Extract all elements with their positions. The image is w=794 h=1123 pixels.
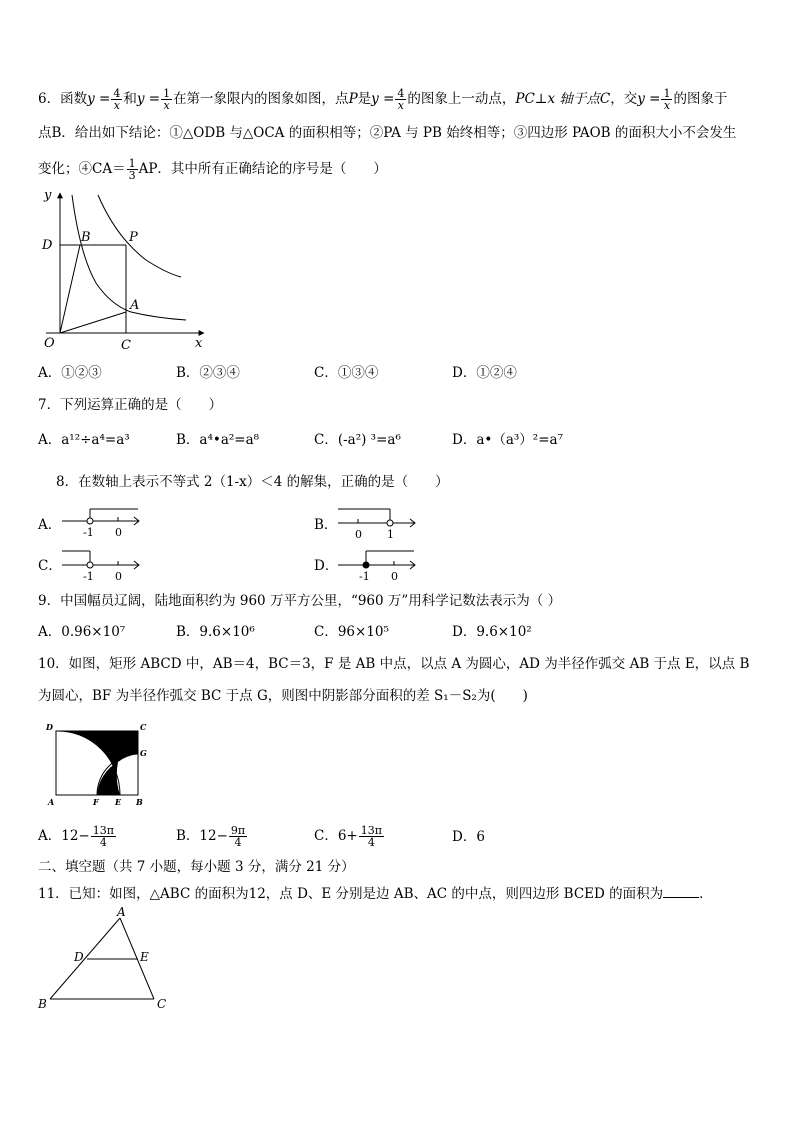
fraction xyxy=(359,825,384,848)
q6-text: 的图象于 xyxy=(673,91,728,107)
tick-label: -1 xyxy=(83,526,94,539)
q7-option-b[interactable]: B．a⁴•a²=a⁸ xyxy=(176,432,260,448)
q6-text: 函数 xyxy=(60,91,88,107)
fraction xyxy=(127,158,138,181)
tick-label: 0 xyxy=(391,570,398,583)
q6-hyperbola-figure xyxy=(36,185,211,355)
fig-label-c: C xyxy=(121,338,131,353)
q8-stem: 8．在数轴上表示不等式 2（1-x）＜4 的解集，正确的是（ ） xyxy=(56,474,449,490)
q6-var: C xyxy=(599,91,611,107)
q10-line2: 为圆心，BF 为半径作弧交 BC 于点 G，则图中阴影部分面积的差 S₁－S₂为( ) xyxy=(38,688,528,704)
q7-option-c[interactable]: C．(-a²) ³=a⁶ xyxy=(314,432,401,448)
fraction-den: x xyxy=(397,99,404,112)
tick-label: 0 xyxy=(115,570,122,583)
fraction-num: 4 xyxy=(113,87,121,100)
tick-label: -1 xyxy=(359,570,370,583)
tick-label: 0 xyxy=(355,528,362,541)
fraction-num: 1 xyxy=(128,157,136,170)
fraction-den: 4 xyxy=(234,836,242,849)
fraction-den: x xyxy=(113,99,120,112)
fig-label-y: y xyxy=(44,188,52,203)
q11-text: 11．已知：如图，△ABC 的面积为12，点 D、E 分别是边 AB、AC 的中点，则四边形 BCED 的面积为 xyxy=(38,886,664,902)
q6-option-d[interactable]: D．①②④ xyxy=(452,365,517,381)
q9-option-d[interactable]: D．9.6×10² xyxy=(452,624,532,640)
fraction xyxy=(229,825,247,848)
q10-option-a[interactable] xyxy=(38,825,117,848)
fraction-den: 4 xyxy=(99,836,107,849)
fig-label-d: D xyxy=(74,950,84,964)
q11-triangle-figure xyxy=(34,905,179,1015)
q10-rectangle-figure xyxy=(42,720,157,810)
q6-var: P xyxy=(348,91,358,107)
tick-label: -1 xyxy=(83,570,94,583)
q8-numberline-b[interactable] xyxy=(336,505,418,541)
q9-option-a[interactable]: A．0.96×10⁷ xyxy=(38,624,126,640)
fraction-num: 1 xyxy=(663,87,671,100)
fraction-den: 4 xyxy=(367,836,375,849)
q6-text: PC⊥x 轴于点 xyxy=(515,91,600,107)
fraction xyxy=(395,88,406,111)
fraction-den: x xyxy=(163,99,170,112)
q8-numberline-d[interactable] xyxy=(336,547,418,583)
option-prefix: C．6+ xyxy=(314,828,358,844)
q11-stem xyxy=(38,885,713,903)
q9-option-b[interactable]: B．9.6×10⁶ xyxy=(176,624,255,640)
fig-label-a: A xyxy=(48,797,55,807)
fig-label-x: x xyxy=(195,336,203,351)
q9-option-c[interactable]: C．96×10⁵ xyxy=(314,624,389,640)
fig-label-p: P xyxy=(129,230,138,245)
fig-label-b: B xyxy=(136,797,143,807)
fraction-num: 9π xyxy=(230,824,246,837)
fraction-num: 13π xyxy=(92,824,114,837)
q6-text: 和 xyxy=(123,91,137,107)
fig-label-f: F xyxy=(93,797,99,807)
q8-label-a: A． xyxy=(38,517,62,533)
q6-text: 是 xyxy=(357,91,372,107)
q10-option-d[interactable]: D．6 xyxy=(452,829,485,845)
fraction xyxy=(91,825,116,848)
q9-stem: 9．中国幅员辽阔，陆地面积约为 960 万平方公里，“960 万”用科学记数法表示为（ ） xyxy=(38,593,562,609)
fraction-num: 4 xyxy=(397,87,405,100)
fig-label-o: O xyxy=(44,336,55,351)
q10-option-b[interactable] xyxy=(176,825,248,848)
fraction xyxy=(661,88,672,111)
q8-numberline-a[interactable] xyxy=(60,505,142,539)
q7-option-d[interactable]: D．a•（a³）²=a⁷ xyxy=(452,432,563,448)
fraction-den: 3 xyxy=(128,169,136,182)
q6-text: AP．其中所有正确结论的序号是（ ） xyxy=(138,161,387,177)
fig-label-b: B xyxy=(81,230,91,245)
q11-text: ． xyxy=(699,886,713,902)
q8-label-d: D． xyxy=(314,558,339,574)
fraction-num: 1 xyxy=(163,87,171,100)
q6-option-b[interactable]: B．②③④ xyxy=(176,365,240,381)
q7-stem: 7．下列运算正确的是（ ） xyxy=(38,397,223,413)
q6-line2: 点B．给出如下结论：①△ODB 与△OCA 的面积相等；②PA 与 PB 始终相等；③四边形 PAOB 的面积大小不会发生 xyxy=(38,125,737,141)
q10-option-c[interactable] xyxy=(314,825,385,848)
fig-label-d: D xyxy=(42,238,53,253)
fig-label-e: E xyxy=(140,950,149,964)
q6-text: ，交 xyxy=(610,91,638,107)
q6-eq: y = xyxy=(371,91,395,107)
q6-option-c[interactable]: C．①③④ xyxy=(314,365,379,381)
fig-label-g: G xyxy=(140,748,147,758)
q6-text: 在第一象限内的图象如图，点 xyxy=(173,91,349,107)
fig-label-e: E xyxy=(115,797,122,807)
q6-line3 xyxy=(38,158,387,181)
fig-label-a: A xyxy=(130,298,140,313)
section-title: 二、填空题（共 7 小题，每小题 3 分，满分 21 分） xyxy=(38,859,355,875)
q6-text: 变化；④CA＝ xyxy=(38,161,126,177)
tick-label: 0 xyxy=(115,526,122,539)
q6-eq: y = xyxy=(136,91,161,107)
answer-blank[interactable] xyxy=(663,885,699,898)
q6-eq: y = xyxy=(87,91,111,107)
tick-label: 1 xyxy=(387,528,394,541)
q7-option-a[interactable]: A．a¹²÷a⁴=a³ xyxy=(38,432,130,448)
q6-option-a[interactable]: A．①②③ xyxy=(38,365,102,381)
q8-label-c: C． xyxy=(38,558,62,574)
fig-label-b: B xyxy=(38,997,47,1011)
fraction xyxy=(161,88,172,111)
q10-line1: 10．如图，矩形 ABCD 中，AB＝4，BC＝3，F 是 AB 中点，以点 A 为圆心，AD 为半径作弧交 AB 于点 E，以点 B xyxy=(38,656,750,672)
fraction-den: x xyxy=(663,99,671,112)
fig-label-a: A xyxy=(117,905,126,919)
option-prefix: A．12− xyxy=(38,828,90,844)
fig-label-c: C xyxy=(140,722,147,732)
q6-number: 6． xyxy=(38,91,61,107)
fraction-num: 13π xyxy=(360,824,382,837)
q6-text: 的图象上一动点， xyxy=(407,91,516,107)
option-prefix: B．12− xyxy=(176,828,228,844)
q6-eq: y = xyxy=(637,91,661,107)
q8-numberline-c[interactable] xyxy=(60,547,142,583)
q8-label-b: B． xyxy=(314,517,338,533)
fig-label-c: C xyxy=(157,997,167,1011)
q6-line1 xyxy=(38,88,727,111)
fig-label-d: D xyxy=(46,722,53,732)
fraction xyxy=(111,88,122,111)
